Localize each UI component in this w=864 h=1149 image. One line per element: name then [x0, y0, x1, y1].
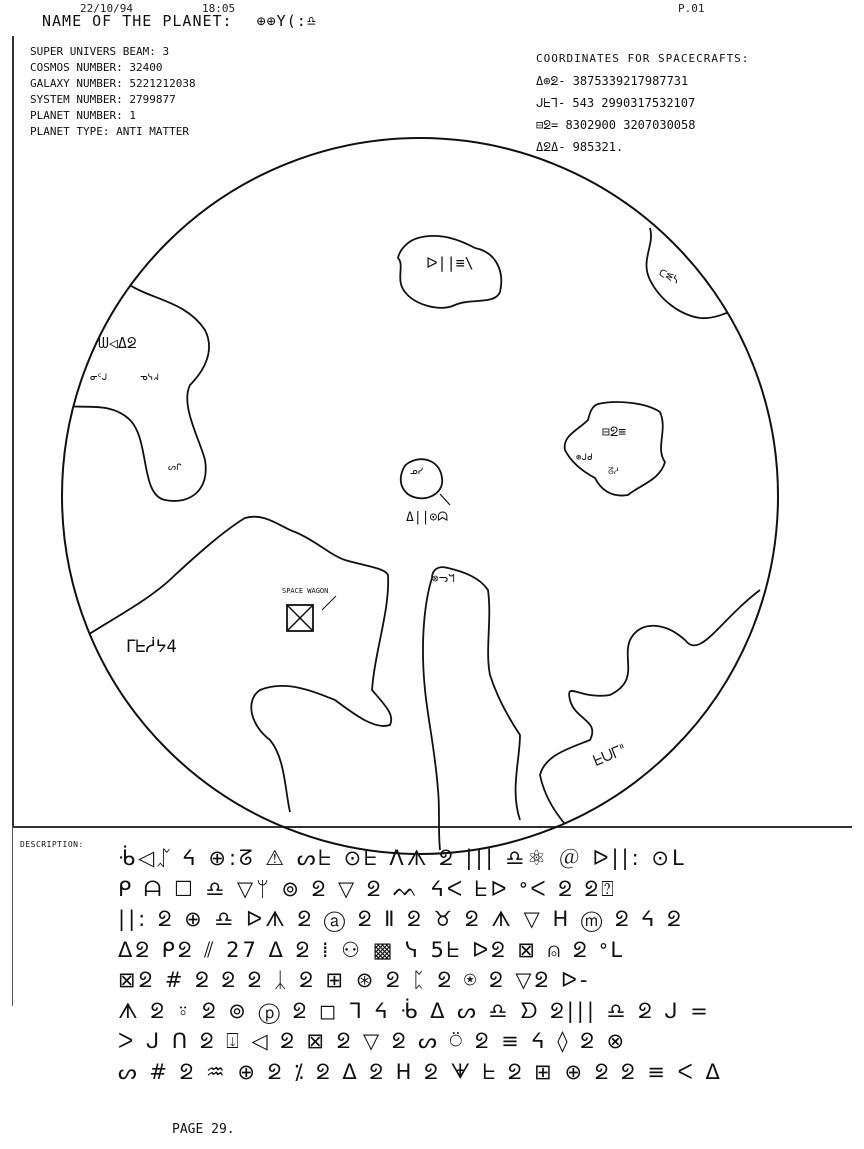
- map-label: ᘔᓱ: [608, 467, 619, 477]
- island-east: [565, 402, 665, 495]
- map-label: ᒥᖶᓲᔭ4: [126, 637, 177, 657]
- description-label: DESCRIPTION:: [20, 840, 84, 849]
- map-label: ᗯ◁Δᘖ: [98, 334, 137, 352]
- description-line: ᐳ ᒍ ᑎ ᘖ ⍗ ◁ ᘖ ⊠ ᘖ ▽ ᘖ ᔕ ⍥ ᘖ ≡ ᔦ ◊ ᘖ ⊗: [118, 1029, 628, 1053]
- map-label: ⊛ᒍᑯ: [576, 453, 593, 463]
- description-line: ᔕ # ᘖ ♒ ⊕ ᘖ ⁒ ᘖ Δ ᘖ ᕼ ᘖ ᗖ ᖶ ᘖ ⊞ ⊕ ᘖ ᘖ ≡ ᐸ Δ: [118, 1059, 723, 1084]
- map-label: ⊗ᓓᖻ: [432, 572, 455, 585]
- map-label: Δ||⊙ᗣ: [406, 510, 449, 525]
- fax-time: 18:05: [202, 2, 236, 15]
- map-label: ᔕᒋ: [168, 463, 182, 473]
- space-wagon-label: SPACE WAGON: [282, 587, 329, 595]
- coordinates-label: COORDINATES FOR SPACECRAFTS:: [536, 52, 750, 65]
- info-system-number: SYSTEM NUMBER: 2799877: [30, 93, 176, 106]
- description-line: ᑭ ᗩ ☐ ♎ ▽ᛘ ⊚ ᘖ ▽ ᘖ ᨓ ᔦᐸ ᖶᐅ ᐤᐸ ᘖ ᘖ⍰: [118, 876, 617, 901]
- peninsula-south-inner: [423, 578, 440, 850]
- map-label: ᐅ||≡\: [426, 254, 474, 272]
- coordinate-line: ᒍᖶᒣ- 543 2990317532107: [536, 96, 696, 110]
- map-label: ⊟ᘖ≡: [602, 425, 627, 440]
- description-line: ᗑ ᘖ ⍤ ᘖ ⊚ ⓟ ᘖ ◻ ᒣ ᔦ ᒀ Δ ᔕ ♎ ᗤ ᘖ||| ♎ ᘖ ᒍ =: [118, 998, 711, 1023]
- coordinate-line: ΔᘖΔ- 985321.: [536, 140, 624, 154]
- continent-southwest: [80, 517, 391, 812]
- description-line: ⊠ᘖ # ᘖ ᘖ ᘖ ᛣ ᘖ ⊞ ⊛ ᘖ ᛈ ᘖ ⍟ ᘖ ▽ᘖ ᐅ-: [118, 968, 591, 992]
- peninsula-south: [432, 567, 520, 820]
- island-center: [401, 459, 442, 498]
- fax-page: P.01: [678, 2, 705, 15]
- map-label: ᓂᑦᒍ: [90, 373, 108, 383]
- map-label: ᖶᑌᒥᐦ: [590, 740, 629, 770]
- info-planet-type: PLANET TYPE: ANTI MATTER: [30, 125, 189, 138]
- continent-southeast: [540, 590, 760, 835]
- map-label: ᓄᓯ: [410, 467, 424, 477]
- planet-name-label: NAME OF THE PLANET:: [42, 12, 233, 30]
- info-planet-number: PLANET NUMBER: 1: [30, 109, 136, 122]
- page-number: PAGE 29.: [172, 1122, 235, 1137]
- planet-outline: [62, 138, 778, 854]
- map-label: ᓀᓭᖽ: [140, 373, 159, 383]
- coordinate-line: Δ⊕ᘖ- 3875339217987731: [536, 74, 689, 88]
- coordinate-line: ⊟ᘖ= 8302900 3207030058: [536, 118, 696, 132]
- planet-name-value: ⊕⊕Y(:♎: [256, 12, 317, 30]
- info-super-universe: SUPER UNIVERS BEAM: 3: [30, 45, 170, 58]
- info-cosmos-number: COSMOS NUMBER: 32400: [30, 61, 163, 74]
- description-line: ||: ᘖ ⊕ ♎ ᐅᗑ ᘖ ⓐ ᘖ Ⅱ ᘖ ♉ ᘖ ᗑ ▽ ᕼ ⓜ ᘖ ᔦ ᘖ: [118, 907, 684, 931]
- info-galaxy-number: GALAXY NUMBER: 5221212038: [30, 77, 196, 90]
- continent-west: [40, 282, 209, 501]
- description-line: Δᘖ ᑭᘖ ⫽ 27 Δ ᘖ ⁞ ⚇ ▩ ᓭ 5ᖶ ᐅᘖ ⊠ ⍝ ᘖ ᐤᒪ: [118, 937, 626, 962]
- fax-date: 22/10/94: [80, 2, 133, 15]
- description-text: [118, 843, 838, 1087]
- description-line: ᒀ◁ᛢ ᔦ ⊕:ᘔ ⚠ ᔕᖶ ⊙ᖶ ᐱᗑ ᘖ ||| ♎⚛ ＠ ᐅ||: ⊙ᒪ: [118, 846, 687, 870]
- map-label: ᑕᓬᓴ: [656, 267, 681, 287]
